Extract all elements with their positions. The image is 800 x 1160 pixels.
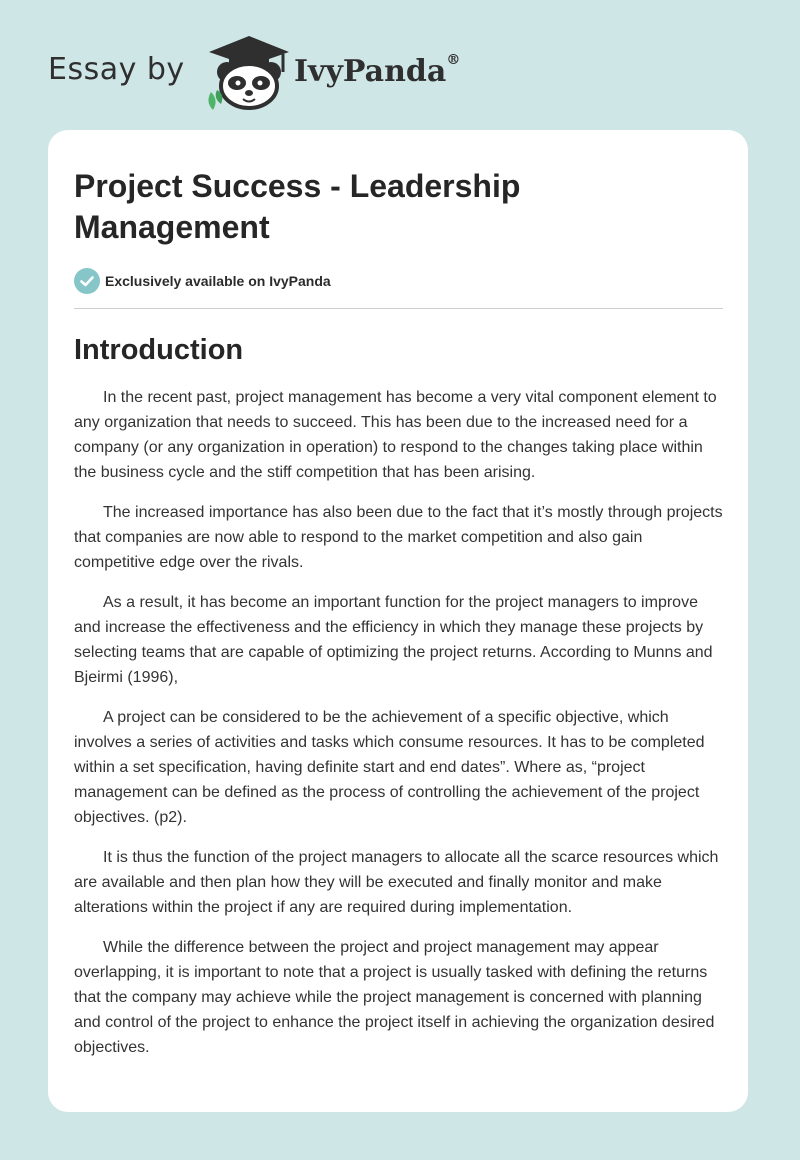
essay-by-label: Essay by [48,52,185,87]
essay-body [74,385,726,1060]
paragraph: In the recent past, project management has become a very vital component element to any organization that needs to succeed. This has been due to the increased need for a company (or any organization in operation) to respond to the changes taking place within the business cycle and the stiff competition that has been arising. [74,389,717,481]
panda-graduation-cap-icon[interactable] [203,34,295,110]
essay-content [74,130,722,1075]
paragraph: While the difference between the project and project management may appear overlapping, it is important to note that a project is usually tasked with defining the returns that the company may achieve while the project management is concerned with planning and control of the project to enhance the project itself in achieving the organization desired objectives. [74,939,715,1056]
paragraph: A project can be considered to be the achievement of a specific objective, which involves a series of activities and tasks which consume resources. It has to be completed within a set specification, having definite start and end dates”. Where as, “project management can be defined as the process of controlling the achievement of the project objectives. (p2). [74,709,705,826]
registered-mark: ® [446,52,461,68]
brand-name[interactable] [294,54,460,89]
page-title: Project Success - Leadership Management [74,168,521,245]
brand-label: IvyPanda [294,54,447,89]
divider [74,308,723,309]
essay-card [48,130,748,1112]
site-header [48,30,508,110]
exclusive-badge [74,268,722,294]
paragraph: As a result, it has become an important function for the project managers to improve and increase the effectiveness and the efficiency in which they manage these projects by selecting teams that are capable of optimizing the project returns. According to Munns and Bjeirmi (1996), [74,594,713,686]
exclusive-label: Exclusively available on IvyPanda [105,273,331,289]
paragraph: The increased importance has also been due to the fact that it’s mostly through projects that companies are now able to respond to the market competition and also gain competitive edge over the rivals. [74,504,723,571]
paragraph: It is thus the function of the project managers to allocate all the scarce resources which are available and then plan how they will be executed and finally monitor and make alterations within the project if any are required during implementation. [74,849,719,916]
section-heading: Introduction [74,334,244,366]
check-circle-icon [74,268,100,294]
